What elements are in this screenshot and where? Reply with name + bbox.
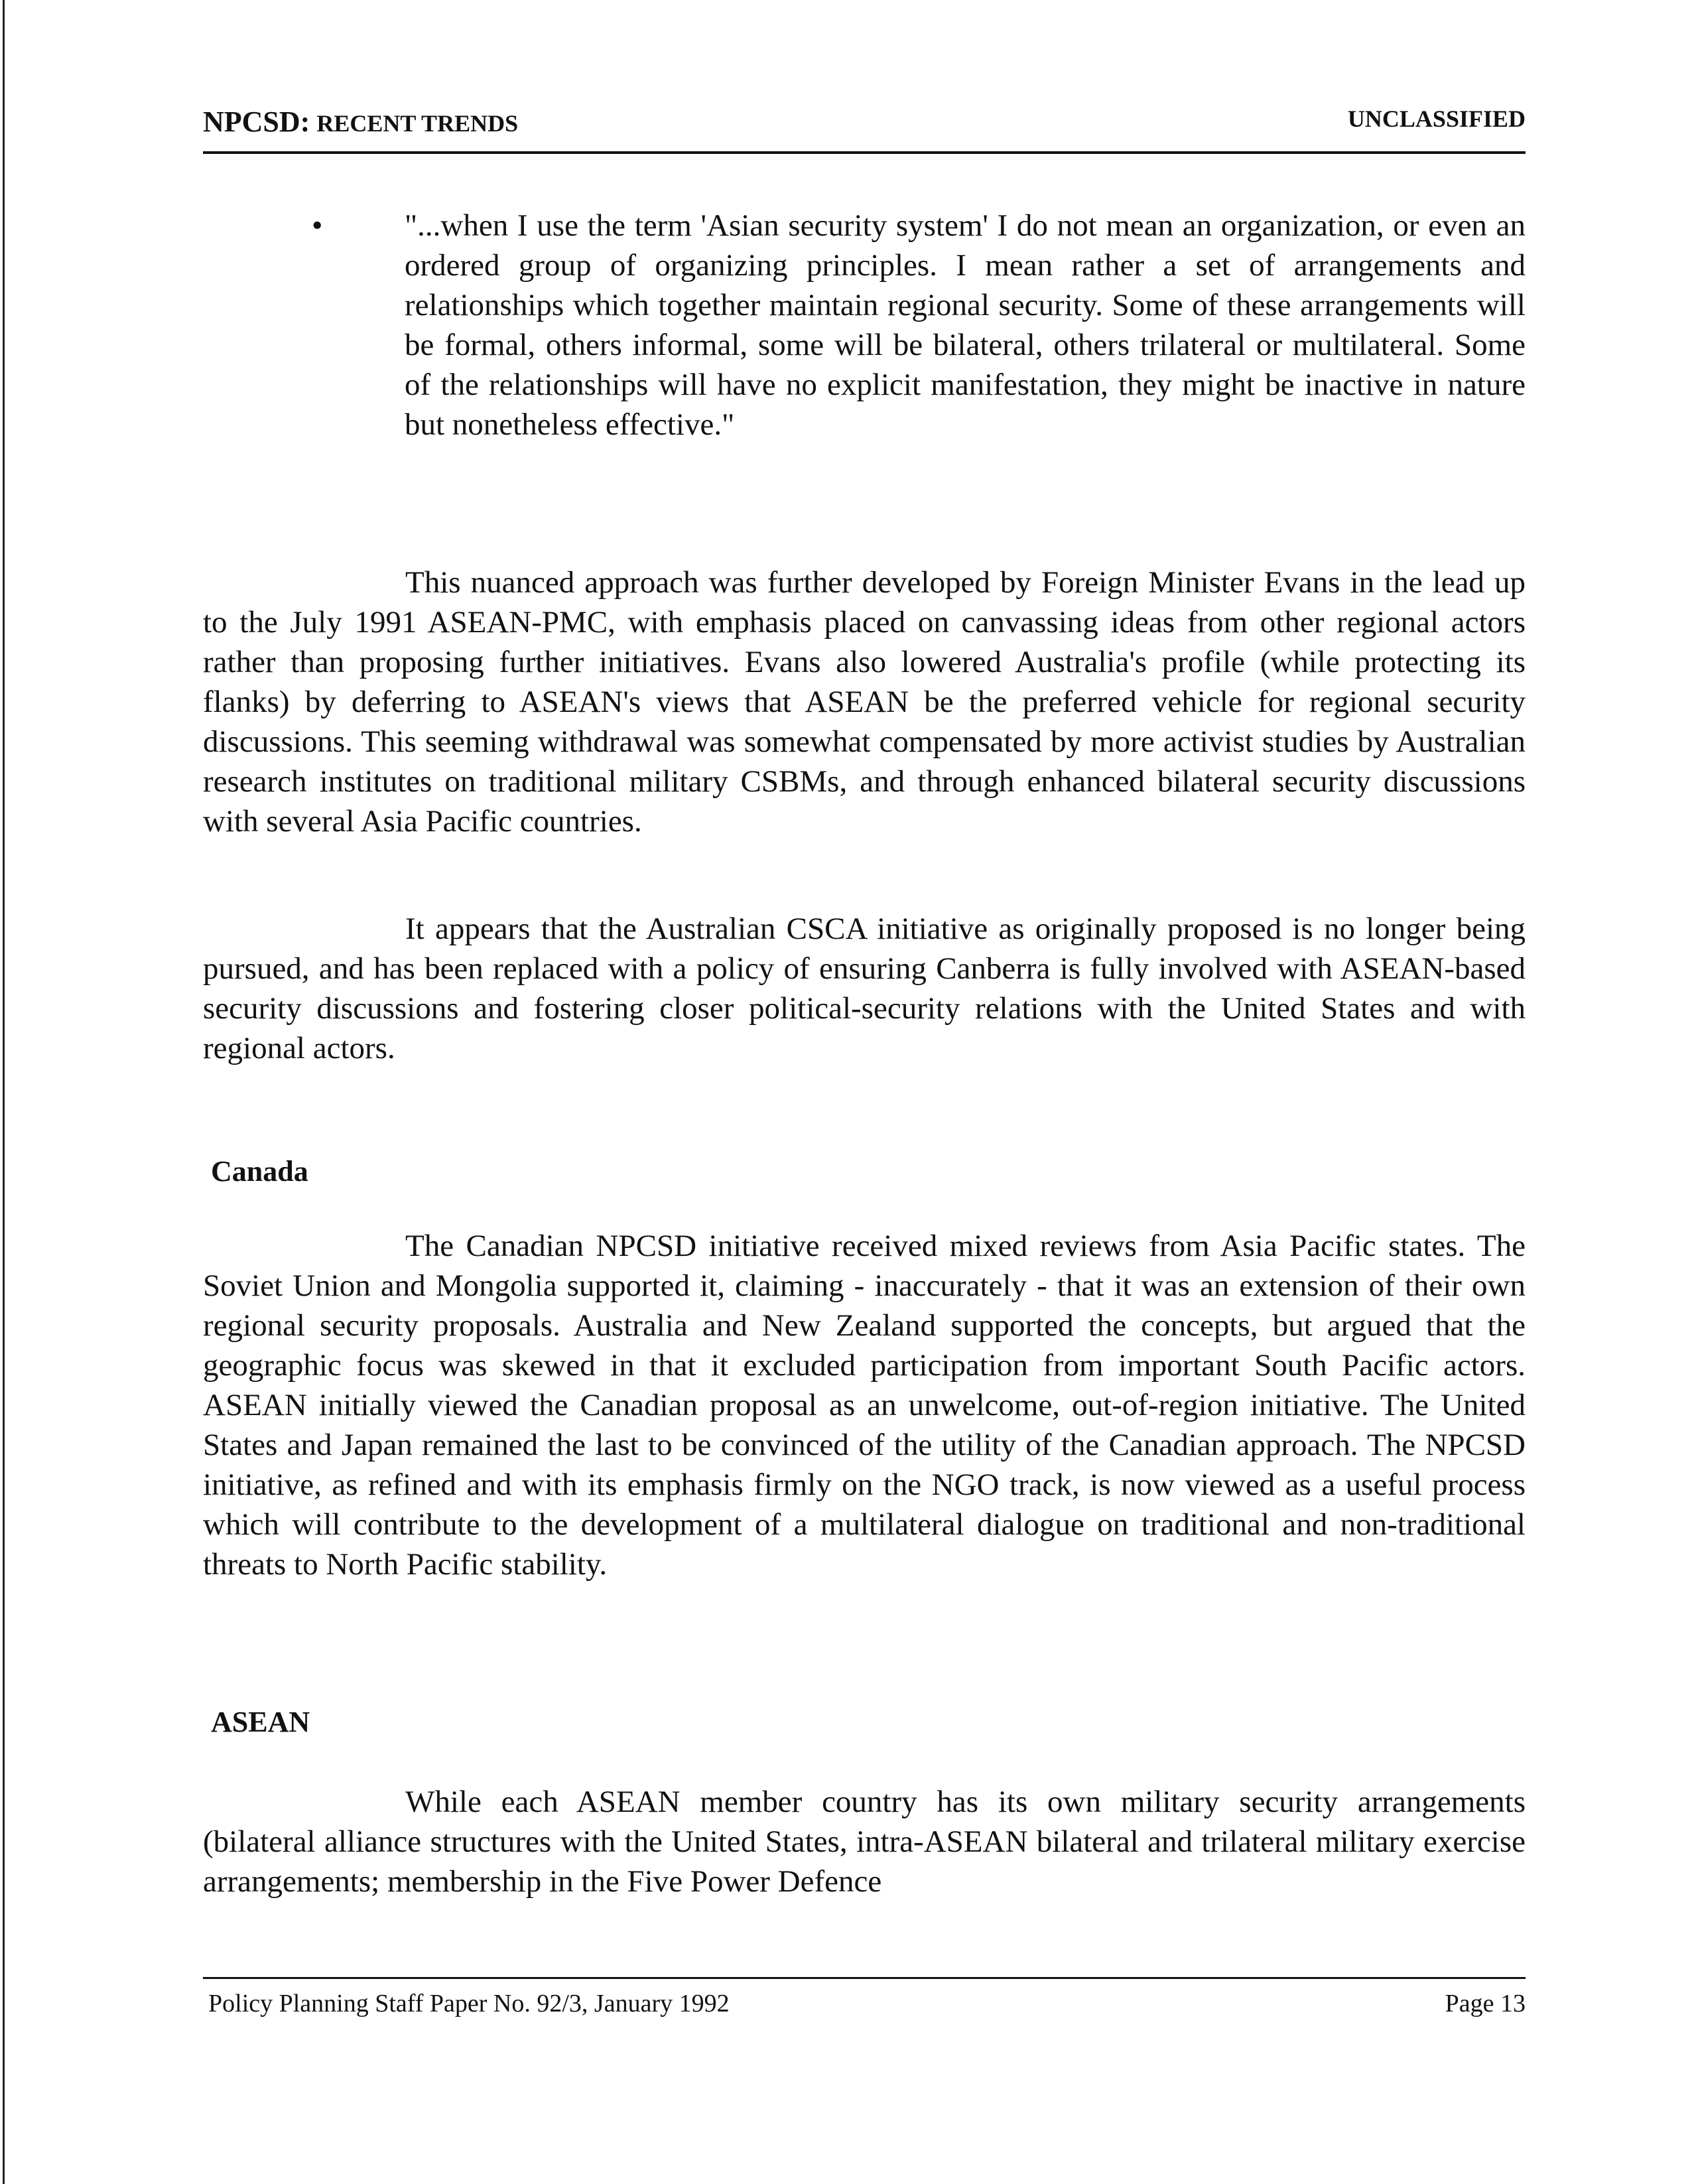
- classification-label: UNCLASSIFIED: [1347, 105, 1526, 132]
- page-header: [203, 100, 1526, 146]
- section-heading-asean: ASEAN: [211, 1706, 310, 1738]
- paragraph-csca: It appears that the Australian CSCA initiative as originally proposed is no longer being pursued, and has been replaced with a policy of ensuring Canberra is fully involved with ASEAN-based security discussions and fostering closer political-security relations with the United States and with regional actors.: [203, 912, 1526, 1065]
- running-title: [203, 105, 518, 139]
- running-title-sub: RECENT TRENDS: [316, 110, 519, 137]
- scan-binding-edge: [3, 0, 5, 2184]
- footer-rule: [203, 1977, 1526, 1979]
- running-title-main: NPCSD:: [203, 105, 310, 138]
- footer-source: Policy Planning Staff Paper No. 92/3, January 1992: [208, 1990, 730, 2017]
- bullet-icon: •: [312, 208, 323, 243]
- page-footer: [203, 1989, 1526, 2029]
- header-rule: [203, 151, 1526, 154]
- quote-text: "...when I use the term 'Asian security system' I do not mean an organization, or even an ordered group of organizing principles. I mean rather a set of arrangements and relationships which together maintain regional security. Some of these arrangements will be formal, others informal, some will be bilateral, others trilateral or multilateral. Some of the relationships will have no explicit manifestation, they might be inactive in nature but nonetheless effective.": [405, 208, 1526, 442]
- paragraph-evans: This nuanced approach was further developed by Foreign Minister Evans in the lead up to the July 1991 ASEAN-PMC, with emphasis placed on canvassing ideas from other regional actors rather than proposing further initiatives. Evans also lowered Australia's profile (while protecting its flanks) by deferring to ASEAN's views that ASEAN be the preferred vehicle for regional security discussions. This seeming withdrawal was somewhat compensated by more activist studies by Australian research institutes on traditional military CSBMs, and through enhanced bilateral security discussions with several Asia Pacific countries.: [203, 565, 1526, 839]
- page-number: Page 13: [1445, 1990, 1526, 2017]
- section-heading-canada: Canada: [211, 1155, 308, 1188]
- paragraph-canada: The Canadian NPCSD initiative received mixed reviews from Asia Pacific states. The Soviet Union and Mongolia supported it, claiming - inaccurately - that it was an extension of their own regional security proposals. Australia and New Zealand supported the concepts, but argued that the geographic focus was skewed in that it excluded participation from important South Pacific actors. ASEAN initially viewed the Canadian proposal as an unwelcome, out-of-region initiative. The United States and Japan remained the last to be convinced of the utility of the Canadian approach. The NPCSD initiative, as refined and with its emphasis firmly on the NGO track, is now viewed as a useful process which will contribute to the development of a multilateral dialogue on traditional and non-traditional threats to North Pacific stability.: [203, 1229, 1526, 1582]
- paragraph-asean: While each ASEAN member country has its own military security arrangements (bilateral alliance structures with the United States, intra-ASEAN bilateral and trilateral military exercise arrangements; membership in the Five Power Defence: [203, 1785, 1526, 1899]
